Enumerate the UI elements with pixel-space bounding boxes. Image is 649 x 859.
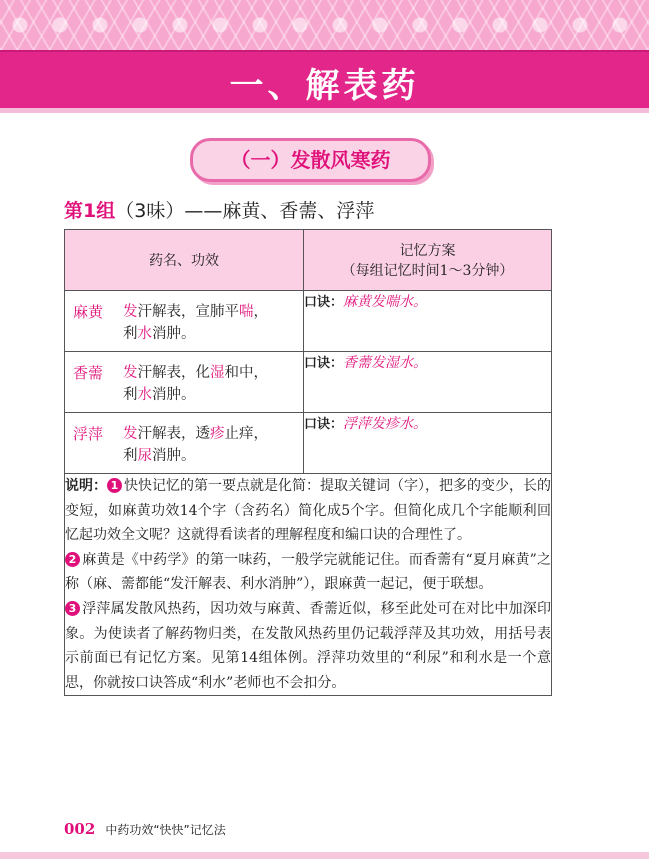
mnemonic-cell (304, 352, 552, 413)
bottom-stripe (0, 852, 649, 859)
mnemonic-cell (304, 413, 552, 474)
mnemonic-label: 口诀： (304, 295, 344, 310)
group-label: 第1组 (64, 200, 116, 222)
table-row (65, 291, 552, 352)
memory-table (64, 229, 552, 696)
herb-cell (65, 291, 304, 352)
notes-label: 说明： (65, 478, 107, 494)
herb-name: 浮萍 (73, 425, 104, 443)
chapter-title: 一、解表药 (229, 66, 420, 106)
header-pattern (0, 0, 649, 50)
banner-stripe (0, 108, 649, 113)
herb-effect: 发汗解表，化湿和中， 利水消肿。 (123, 365, 268, 403)
note-paragraph (65, 548, 551, 597)
mnemonic-text: 香薷发湿水。 (343, 355, 428, 371)
notes-row (65, 474, 552, 696)
header-right (304, 230, 552, 291)
number-badge-icon: 3 (65, 601, 80, 616)
herb-cell (65, 413, 304, 474)
note-text: 浮萍属发散风热药，因功效与麻黄、香薷近似，移至此处可在对比中加深印象。为使读者了解药物归类，在发散风热药里仍记载浮萍及其功效，用括号表示前面已有记忆方案。见第14组体例。浮萍功效里的“利尿”和利水是一个意思，你就按口诀答成“利水”老师也不会扣分。 (65, 600, 551, 691)
herb-effect: 发汗解表，透疹止痒， 利尿消肿。 (123, 426, 268, 464)
notes-cell (65, 474, 552, 696)
mnemonic-text: 浮萍发疹水。 (343, 416, 428, 432)
number-badge-icon: 1 (107, 478, 122, 493)
number-badge-icon: 2 (65, 552, 80, 567)
chapter-banner (0, 50, 649, 110)
mnemonic-label: 口诀： (304, 417, 344, 432)
note-paragraph (65, 474, 551, 548)
mnemonic-text: 麻黄发喘水。 (343, 294, 428, 310)
header-left: 药名、功效 (65, 230, 304, 291)
page-footer (64, 820, 226, 838)
table-header-row (65, 230, 552, 291)
table-row (65, 413, 552, 474)
mnemonic-label: 口诀： (304, 356, 344, 371)
header-right-line1: 记忆方案 (399, 243, 456, 259)
herb-effect: 发汗解表，宣肺平喘， 利水消肿。 (123, 304, 268, 342)
herb-cell (65, 352, 304, 413)
book-title: 中药功效“快快”记忆法 (105, 823, 226, 837)
group-heading (64, 196, 374, 223)
group-detail: （3味）——麻黄、香薷、浮萍 (115, 200, 375, 222)
herb-name: 香薷 (73, 364, 104, 382)
note-text: 快快记忆的第一要点就是化简：提取关键词（字），把多的变少，长的变短，如麻黄功效14个字（含药名）简化成5个字。但简化成几个字能顺利回忆起功效全文呢？这就得看读者的理解程度和编口诀的合理性了。 (65, 478, 551, 544)
table-row (65, 352, 552, 413)
mnemonic-cell (304, 291, 552, 352)
herb-name: 麻黄 (73, 303, 104, 321)
note-paragraph (65, 597, 551, 695)
note-text: 麻黄是《中药学》的第一味药，一般学完就能记住。而香薷有“夏月麻黄”之称（麻、薷都能“发汗解表、利水消肿”），跟麻黄一起记，便于联想。 (65, 551, 551, 593)
page-number: 002 (64, 820, 96, 838)
header-right-line2: （每组记忆时间1～3分钟） (341, 263, 514, 279)
section-title: （一）发散风寒药 (190, 138, 431, 182)
